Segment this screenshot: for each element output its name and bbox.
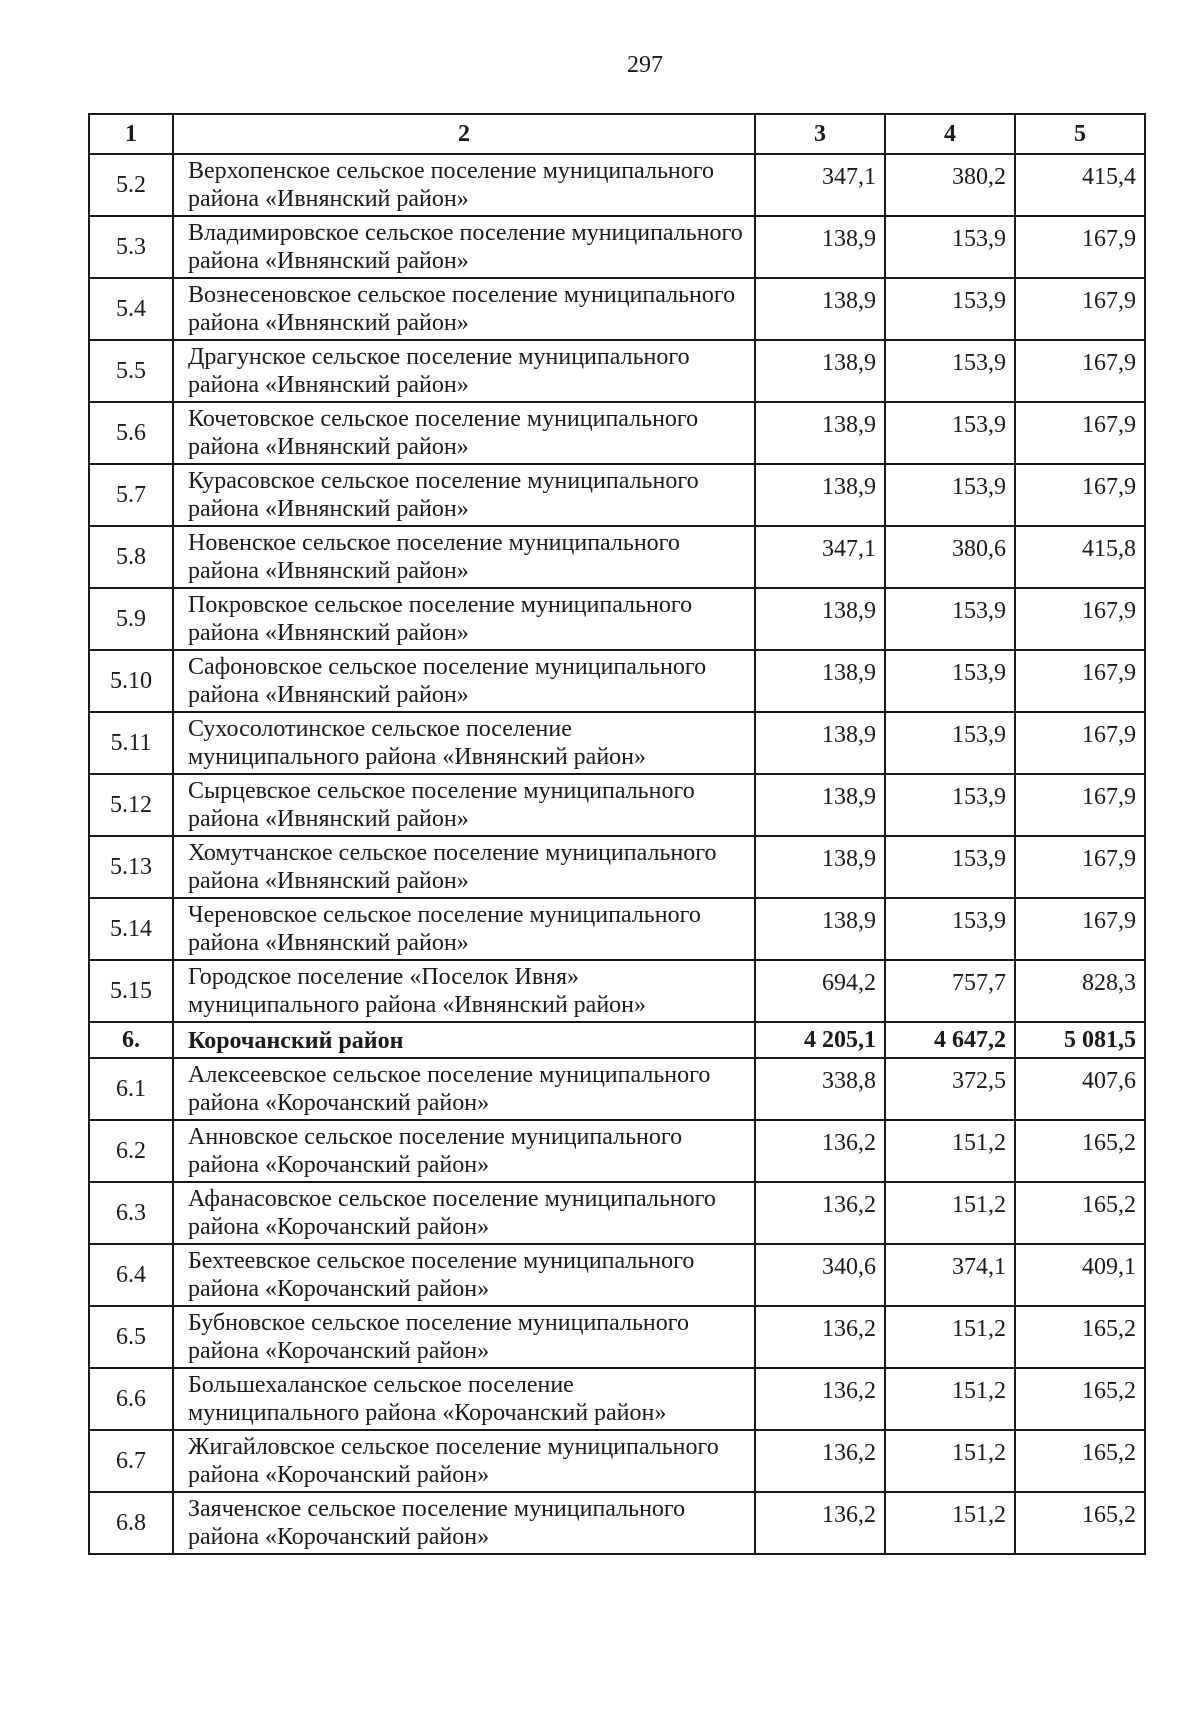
- row-number-cell: 5.8: [89, 526, 173, 588]
- value-col-3-cell: 138,9: [755, 588, 885, 650]
- value-col-3-cell: 136,2: [755, 1368, 885, 1430]
- settlement-name-cell: Заяченское сельское поселение муниципального района «Корочанский район»: [173, 1492, 755, 1554]
- value-col-3-cell: 347,1: [755, 154, 885, 216]
- table-row: [89, 960, 1145, 1022]
- value-col-4-cell: 153,9: [885, 402, 1015, 464]
- value-col-4-cell: 151,2: [885, 1368, 1015, 1430]
- row-number-cell: 5.6: [89, 402, 173, 464]
- value-col-5-cell: 165,2: [1015, 1492, 1145, 1554]
- value-col-4-cell: 151,2: [885, 1430, 1015, 1492]
- value-col-3-cell: 138,9: [755, 898, 885, 960]
- value-col-4-cell: 153,9: [885, 836, 1015, 898]
- settlement-name-cell: Жигайловское сельское поселение муниципального района «Корочанский район»: [173, 1430, 755, 1492]
- value-col-3-cell: 136,2: [755, 1120, 885, 1182]
- table-row: [89, 836, 1145, 898]
- value-col-3-cell: 138,9: [755, 340, 885, 402]
- settlement-name-cell: Сухосолотинское сельское поселение муниципального района «Ивнянский район»: [173, 712, 755, 774]
- table-row: [89, 402, 1145, 464]
- value-col-5-cell: 167,9: [1015, 836, 1145, 898]
- settlement-name-cell: Афанасовское сельское поселение муниципального района «Корочанский район»: [173, 1182, 755, 1244]
- settlement-name-cell: Покровское сельское поселение муниципального района «Ивнянский район»: [173, 588, 755, 650]
- value-col-4-cell: 153,9: [885, 774, 1015, 836]
- value-col-3-cell: 138,9: [755, 650, 885, 712]
- settlement-name-cell: Корочанский район: [173, 1022, 755, 1058]
- value-col-4-cell: 151,2: [885, 1492, 1015, 1554]
- value-col-5-cell: 167,9: [1015, 216, 1145, 278]
- settlement-name-cell: Бехтеевское сельское поселение муниципального района «Корочанский район»: [173, 1244, 755, 1306]
- settlement-name-cell: Сырцевское сельское поселение муниципального района «Ивнянский район»: [173, 774, 755, 836]
- row-number-cell: 5.4: [89, 278, 173, 340]
- value-col-3-cell: 138,9: [755, 774, 885, 836]
- value-col-3-cell: 136,2: [755, 1492, 885, 1554]
- value-col-3-cell: 340,6: [755, 1244, 885, 1306]
- value-col-4-cell: 153,9: [885, 588, 1015, 650]
- table-row: [89, 1058, 1145, 1120]
- settlement-name-cell: Вознесеновское сельское поселение муниципального района «Ивнянский район»: [173, 278, 755, 340]
- table-row: [89, 1492, 1145, 1554]
- table-row: [89, 464, 1145, 526]
- column-header-1: 1: [89, 114, 173, 154]
- table-row: [89, 712, 1145, 774]
- value-col-4-cell: 151,2: [885, 1120, 1015, 1182]
- value-col-4-cell: 153,9: [885, 278, 1015, 340]
- value-col-3-cell: 138,9: [755, 216, 885, 278]
- value-col-4-cell: 380,2: [885, 154, 1015, 216]
- settlement-name-cell: Алексеевское сельское поселение муниципального района «Корочанский район»: [173, 1058, 755, 1120]
- row-number-cell: 5.15: [89, 960, 173, 1022]
- settlement-name-cell: Сафоновское сельское поселение муниципального района «Ивнянский район»: [173, 650, 755, 712]
- value-col-4-cell: 374,1: [885, 1244, 1015, 1306]
- value-col-3-cell: 347,1: [755, 526, 885, 588]
- table-row: [89, 154, 1145, 216]
- value-col-5-cell: 165,2: [1015, 1368, 1145, 1430]
- value-col-3-cell: 138,9: [755, 278, 885, 340]
- table-row: [89, 1244, 1145, 1306]
- row-number-cell: 5.10: [89, 650, 173, 712]
- value-col-4-cell: 153,9: [885, 712, 1015, 774]
- row-number-cell: 5.12: [89, 774, 173, 836]
- settlement-name-cell: Хомутчанское сельское поселение муниципального района «Ивнянский район»: [173, 836, 755, 898]
- column-header-5: 5: [1015, 114, 1145, 154]
- row-number-cell: 6.: [89, 1022, 173, 1058]
- row-number-cell: 6.2: [89, 1120, 173, 1182]
- column-header-4: 4: [885, 114, 1015, 154]
- table-row: [89, 588, 1145, 650]
- row-number-cell: 6.7: [89, 1430, 173, 1492]
- row-number-cell: 6.5: [89, 1306, 173, 1368]
- table-row: [89, 216, 1145, 278]
- table-row: [89, 650, 1145, 712]
- budget-table: [88, 113, 1146, 1555]
- row-number-cell: 5.9: [89, 588, 173, 650]
- value-col-5-cell: 409,1: [1015, 1244, 1145, 1306]
- section-row: [89, 1022, 1145, 1058]
- value-col-3-cell: 694,2: [755, 960, 885, 1022]
- value-col-5-cell: 5 081,5: [1015, 1022, 1145, 1058]
- settlement-name-cell: Анновское сельское поселение муниципального района «Корочанский район»: [173, 1120, 755, 1182]
- settlement-name-cell: Бубновское сельское поселение муниципального района «Корочанский район»: [173, 1306, 755, 1368]
- settlement-name-cell: Драгунское сельское поселение муниципального района «Ивнянский район»: [173, 340, 755, 402]
- row-number-cell: 6.3: [89, 1182, 173, 1244]
- column-header-3: 3: [755, 114, 885, 154]
- value-col-5-cell: 165,2: [1015, 1306, 1145, 1368]
- table-row: [89, 774, 1145, 836]
- value-col-4-cell: 372,5: [885, 1058, 1015, 1120]
- row-number-cell: 5.7: [89, 464, 173, 526]
- value-col-5-cell: 828,3: [1015, 960, 1145, 1022]
- settlement-name-cell: Большехаланское сельское поселение муниципального района «Корочанский район»: [173, 1368, 755, 1430]
- row-number-cell: 5.2: [89, 154, 173, 216]
- settlement-name-cell: Кочетовское сельское поселение муниципального района «Ивнянский район»: [173, 402, 755, 464]
- value-col-5-cell: 165,2: [1015, 1120, 1145, 1182]
- row-number-cell: 5.13: [89, 836, 173, 898]
- settlement-name-cell: Курасовское сельское поселение муниципального района «Ивнянский район»: [173, 464, 755, 526]
- row-number-cell: 5.11: [89, 712, 173, 774]
- table-row: [89, 340, 1145, 402]
- value-col-5-cell: 167,9: [1015, 650, 1145, 712]
- table-body: [89, 114, 1145, 1554]
- row-number-cell: 5.14: [89, 898, 173, 960]
- value-col-4-cell: 4 647,2: [885, 1022, 1015, 1058]
- row-number-cell: 5.3: [89, 216, 173, 278]
- row-number-cell: 6.6: [89, 1368, 173, 1430]
- column-header-2: 2: [173, 114, 755, 154]
- table-header-row: [89, 114, 1145, 154]
- table-row: [89, 278, 1145, 340]
- row-number-cell: 5.5: [89, 340, 173, 402]
- value-col-3-cell: 4 205,1: [755, 1022, 885, 1058]
- table-row: [89, 1182, 1145, 1244]
- value-col-5-cell: 165,2: [1015, 1430, 1145, 1492]
- value-col-3-cell: 138,9: [755, 402, 885, 464]
- value-col-5-cell: 165,2: [1015, 1182, 1145, 1244]
- settlement-name-cell: Владимировское сельское поселение муниципального района «Ивнянский район»: [173, 216, 755, 278]
- settlement-name-cell: Верхопенское сельское поселение муниципального района «Ивнянский район»: [173, 154, 755, 216]
- value-col-4-cell: 380,6: [885, 526, 1015, 588]
- row-number-cell: 6.8: [89, 1492, 173, 1554]
- value-col-5-cell: 167,9: [1015, 402, 1145, 464]
- value-col-3-cell: 138,9: [755, 464, 885, 526]
- value-col-3-cell: 136,2: [755, 1182, 885, 1244]
- value-col-5-cell: 167,9: [1015, 712, 1145, 774]
- row-number-cell: 6.4: [89, 1244, 173, 1306]
- value-col-4-cell: 153,9: [885, 650, 1015, 712]
- table-row: [89, 1368, 1145, 1430]
- value-col-3-cell: 138,9: [755, 836, 885, 898]
- value-col-5-cell: 415,8: [1015, 526, 1145, 588]
- value-col-5-cell: 167,9: [1015, 774, 1145, 836]
- value-col-3-cell: 136,2: [755, 1306, 885, 1368]
- value-col-4-cell: 151,2: [885, 1182, 1015, 1244]
- table-row: [89, 1120, 1145, 1182]
- value-col-4-cell: 757,7: [885, 960, 1015, 1022]
- value-col-4-cell: 153,9: [885, 340, 1015, 402]
- value-col-5-cell: 167,9: [1015, 278, 1145, 340]
- value-col-5-cell: 167,9: [1015, 340, 1145, 402]
- settlement-name-cell: Городское поселение «Поселок Ивня» муниципального района «Ивнянский район»: [173, 960, 755, 1022]
- value-col-3-cell: 136,2: [755, 1430, 885, 1492]
- value-col-5-cell: 167,9: [1015, 588, 1145, 650]
- value-col-4-cell: 153,9: [885, 216, 1015, 278]
- value-col-4-cell: 151,2: [885, 1306, 1015, 1368]
- value-col-4-cell: 153,9: [885, 464, 1015, 526]
- value-col-4-cell: 153,9: [885, 898, 1015, 960]
- value-col-3-cell: 338,8: [755, 1058, 885, 1120]
- value-col-5-cell: 167,9: [1015, 464, 1145, 526]
- value-col-3-cell: 138,9: [755, 712, 885, 774]
- table-row: [89, 526, 1145, 588]
- value-col-5-cell: 167,9: [1015, 898, 1145, 960]
- table-row: [89, 1306, 1145, 1368]
- table-row: [89, 898, 1145, 960]
- row-number-cell: 6.1: [89, 1058, 173, 1120]
- table-row: [89, 1430, 1145, 1492]
- page-number: 297: [627, 52, 663, 78]
- settlement-name-cell: Череновское сельское поселение муниципального района «Ивнянский район»: [173, 898, 755, 960]
- value-col-5-cell: 407,6: [1015, 1058, 1145, 1120]
- value-col-5-cell: 415,4: [1015, 154, 1145, 216]
- settlement-name-cell: Новенское сельское поселение муниципального района «Ивнянский район»: [173, 526, 755, 588]
